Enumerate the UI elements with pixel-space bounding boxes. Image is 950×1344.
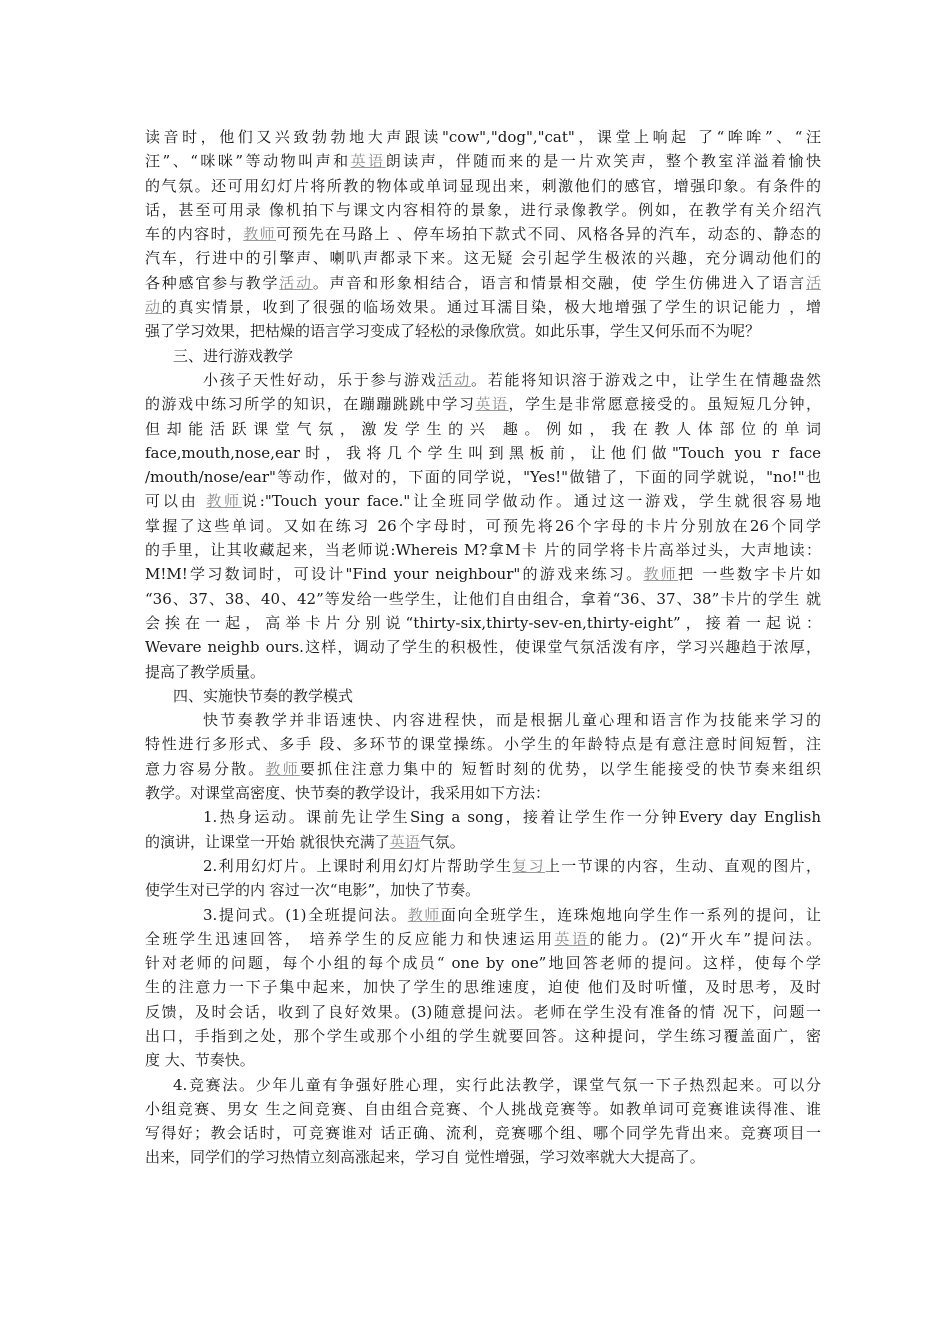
text-segment: 提高了教学质量。 (145, 662, 266, 681)
text-line (145, 149, 821, 173)
text-segment: 可以由 (145, 492, 207, 511)
text-line (145, 417, 821, 441)
text-line (145, 222, 821, 246)
section-heading (145, 344, 821, 368)
text-line (145, 246, 821, 270)
text-segment: 2.利用幻灯片。上课时利用幻灯片帮助学生 (203, 856, 513, 875)
text-line (145, 903, 821, 927)
text-line (145, 587, 821, 611)
text-line (145, 878, 821, 902)
text-segment: 教学。对课堂高密度、快节奏的教学设计，我采用如下方法： (145, 784, 551, 803)
text-line (145, 125, 821, 149)
text-line (145, 708, 821, 732)
text-line (145, 441, 821, 465)
text-line (145, 295, 821, 319)
text-line (145, 635, 821, 659)
paragraph (145, 1073, 821, 1170)
text-line (145, 562, 821, 586)
text-line (145, 465, 821, 489)
keyword-link[interactable]: 教师 (407, 905, 441, 924)
text-line (145, 198, 821, 222)
text-segment: 针对老师的问题，每个小组的每个成员“ one by one”地回答老师的提问。这样，使每个学 (145, 954, 821, 973)
text-segment: 把 一些数字卡片如 (678, 565, 821, 584)
keyword-link[interactable]: 活 (805, 273, 821, 292)
text-line (145, 538, 821, 562)
text-line (145, 344, 821, 368)
text-line (145, 830, 821, 854)
text-line (145, 854, 821, 878)
keyword-link[interactable]: 活动 (279, 273, 313, 292)
text-segment: 气氛。 (419, 832, 465, 851)
text-line (145, 489, 821, 513)
text-segment: 可预先在马路上 、停车场拍下款式不同、风格各异的汽车，动态的、静态的 (275, 225, 821, 244)
paragraph (145, 805, 821, 854)
text-line (145, 319, 821, 343)
text-segment: face,mouth,nose,ear时，我将几个学生叫到黑板前，让他们做"Touch you r face (145, 443, 821, 462)
text-segment: 写得好；教会话时，可竞赛谁对 话正确、流利，竞赛哪个组、哪个同学先背出来。竞赛项目一 (145, 1124, 821, 1143)
text-segment: Wevare neighb ours.这样，调动了学生的积极性，使课堂气氛活泼有序，学习兴趣趋于浓厚， (145, 638, 821, 657)
text-line (145, 611, 821, 635)
text-segment: /mouth/nose/ear"等动作，做对的，下面的同学说，"Yes!"做错了，下面的同学就说，"no!"也 (145, 468, 821, 487)
text-segment: 4.竞赛法。少年儿童有争强好胜心理，实行此法教学，课堂气氛一下子热烈起来。可以分 (173, 1075, 821, 1094)
text-segment: M!M!学习数词时，可设计"Find your neighbour"的游戏来练习。 (145, 565, 644, 584)
text-segment: ，学生是非常愿意接受的。虽短短几分钟， (508, 395, 821, 414)
text-segment: 使学生对已学的内 容过一次“电影”，加快了节奏。 (145, 881, 481, 900)
text-segment: 出口，手指到之处，那个学生或那个小组的学生就要回答。这种提问，学生练习覆盖面广，密 (145, 1026, 821, 1045)
text-line (145, 174, 821, 198)
text-segment: 说:"Touch your face."让全班同学做动作。通过这一游戏，学生就很容易地 (241, 492, 821, 511)
text-line (145, 1073, 821, 1097)
text-segment: 小组竞赛、男女 生之间竞赛、自由组合竞赛、个人挑战竞赛等。如教单词可竞赛谁读得准、谁 (145, 1099, 821, 1118)
text-segment: 汪”、“咪咪”等动物叫声和 (145, 152, 351, 171)
section-heading (145, 684, 821, 708)
text-segment: 的真实情景，收到了很强的临场效果。通过耳濡目染，极大地增强了学生的识记能力 ，增 (161, 298, 821, 317)
paragraph (145, 125, 821, 344)
keyword-link[interactable]: 动 (145, 298, 162, 317)
text-segment: 反馈，及时会话，收到了良好效果。(3)随意提问法。老师在学生没有准备的情 况下，问题一 (145, 1002, 821, 1021)
text-line (145, 927, 821, 951)
text-line (145, 975, 821, 999)
text-line (145, 514, 821, 538)
text-segment: 快节奏教学并非语速快、内容进程快，而是根据儿童心理和语言作为技能来学习的 (203, 711, 821, 730)
text-segment: 朗读声，伴随而来的是一片欢笑声，整个教室洋溢着愉快 (385, 152, 821, 171)
text-line (145, 951, 821, 975)
keyword-link[interactable]: 教师 (265, 759, 300, 778)
text-segment: 意力容易分散。 (145, 759, 266, 778)
paragraph (145, 854, 821, 903)
text-segment: 度 大、节奏快。 (145, 1051, 255, 1070)
keyword-link[interactable]: 教师 (206, 492, 242, 511)
keyword-link[interactable]: 教师 (243, 225, 276, 244)
paragraph (145, 708, 821, 805)
text-line (145, 684, 821, 708)
keyword-link[interactable]: 英语 (389, 832, 420, 851)
text-segment: 的能力。(2)“开火车”提问法。 (589, 929, 821, 948)
text-segment: “36、37、38、40、42”等发给一些学生，让他们自由组合，拿着“36、37、38”卡片的学生 就 (145, 589, 821, 608)
text-segment: 的演讲，让课堂一开始 就很快充满了 (145, 832, 390, 851)
text-line (145, 1048, 821, 1072)
text-segment: 强了学习效果，把枯燥的语言学习变成了轻松的录像欣赏。如此乐事，学生又何乐而不为呢？ (145, 322, 761, 341)
text-segment: 车的内容时， (145, 225, 244, 244)
document-body (145, 125, 821, 1170)
text-segment: 要抓住注意力集中的 短暂时刻的优势，以学生能接受的快节奏来组织 (299, 759, 821, 778)
text-line (145, 1145, 821, 1169)
text-segment: 生的注意力一下子集中起来，加快了学生的思维速度，迫使 他们及时听懂，及时思考，及时 (145, 978, 821, 997)
text-segment: 出来，同学们的学习热情立刻高涨起来，学习自 觉性增强，学习效率就大大提高了。 (145, 1148, 705, 1167)
keyword-link[interactable]: 活动 (437, 370, 471, 389)
text-segment: 的手里，让其收藏起来，当老师说:Whereis M?拿M卡 片的同学将卡片高举过头，大声地读： (145, 541, 821, 560)
text-segment: 的游戏中练习所学的知识，在蹦蹦跳跳中学习 (145, 395, 476, 414)
text-line (145, 660, 821, 684)
text-segment: 各种感官参与教学 (145, 273, 280, 292)
keyword-link[interactable]: 英语 (554, 929, 590, 948)
text-line (145, 1000, 821, 1024)
text-segment: 会挨在一起，高举卡片分别说“thirty-six,thirty-sev-en,thirty-eight”，接着一起说： (145, 613, 821, 632)
text-segment: 但却能活跃课堂气氛，激发学生的兴 趣。例如，我在教人体部位的单词 (145, 419, 821, 438)
paragraph (145, 903, 821, 1073)
text-segment: 读音时，他们又兴致勃勃地大声跟读"cow","dog","cat"，课堂上响起 了“哞哞”、“汪 (145, 128, 821, 146)
keyword-link[interactable]: 英语 (475, 395, 509, 414)
text-segment: 1.热身运动。课前先让学生Sing a song，接着让学生作一分钟Every day English (203, 808, 821, 827)
keyword-link[interactable]: 英语 (350, 152, 386, 171)
text-segment: 三、进行游戏教学 (173, 346, 294, 365)
text-segment: 的气氛。还可用幻灯片将所教的物体或单词显现出来，刺激他们的感官，增强印象。有条件的 (145, 176, 821, 195)
text-segment: 。声音和形象相结合，语言和情景相交融，使 学生仿佛进入了语言 (312, 273, 806, 292)
text-line (145, 271, 821, 295)
text-line (145, 805, 821, 829)
text-line (145, 732, 821, 756)
text-segment: 全班学生迅速回答， 培养学生的反应能力和快速运用 (145, 929, 555, 948)
text-line (145, 781, 821, 805)
text-segment: 话，甚至可用录 像机拍下与课文内容相符的景象，进行录像教学。例如，在教学有关介绍汽 (145, 200, 821, 219)
keyword-link[interactable]: 教师 (643, 565, 679, 584)
text-line (145, 1097, 821, 1121)
text-line (145, 368, 821, 392)
paragraph (145, 368, 821, 684)
keyword-link[interactable]: 复习 (512, 856, 545, 875)
text-segment: 小孩子天性好动，乐于参与游戏 (203, 370, 438, 389)
text-line (145, 757, 821, 781)
text-line (145, 1121, 821, 1145)
text-segment: 上一节课的内容，生动、直观的图片， (544, 856, 821, 875)
text-line (145, 392, 821, 416)
text-segment: 掌握了这些单词。又如在练习 26个字母时，可预先将26个字母的卡片分别放在26个同学 (145, 516, 821, 535)
text-segment: 汽车，行进中的引擎声、喇叭声都录下来。这无疑 会引起学生极浓的兴趣，充分调动他们的 (145, 249, 821, 268)
text-segment: 特性进行多形式、多手 段、多环节的课堂操练。小学生的年龄特点是有意注意时间短暂，注 (145, 735, 821, 754)
text-segment: 。若能将知识溶于游戏之中，让学生在情趣盎然 (470, 370, 821, 389)
text-segment: 面向全班学生，连珠炮地向学生作一系列的提问，让 (440, 905, 821, 924)
text-segment: 四、实施快节奏的教学模式 (173, 686, 354, 705)
text-line (145, 1024, 821, 1048)
text-segment: 3.提问式。(1)全班提问法。 (203, 905, 408, 924)
